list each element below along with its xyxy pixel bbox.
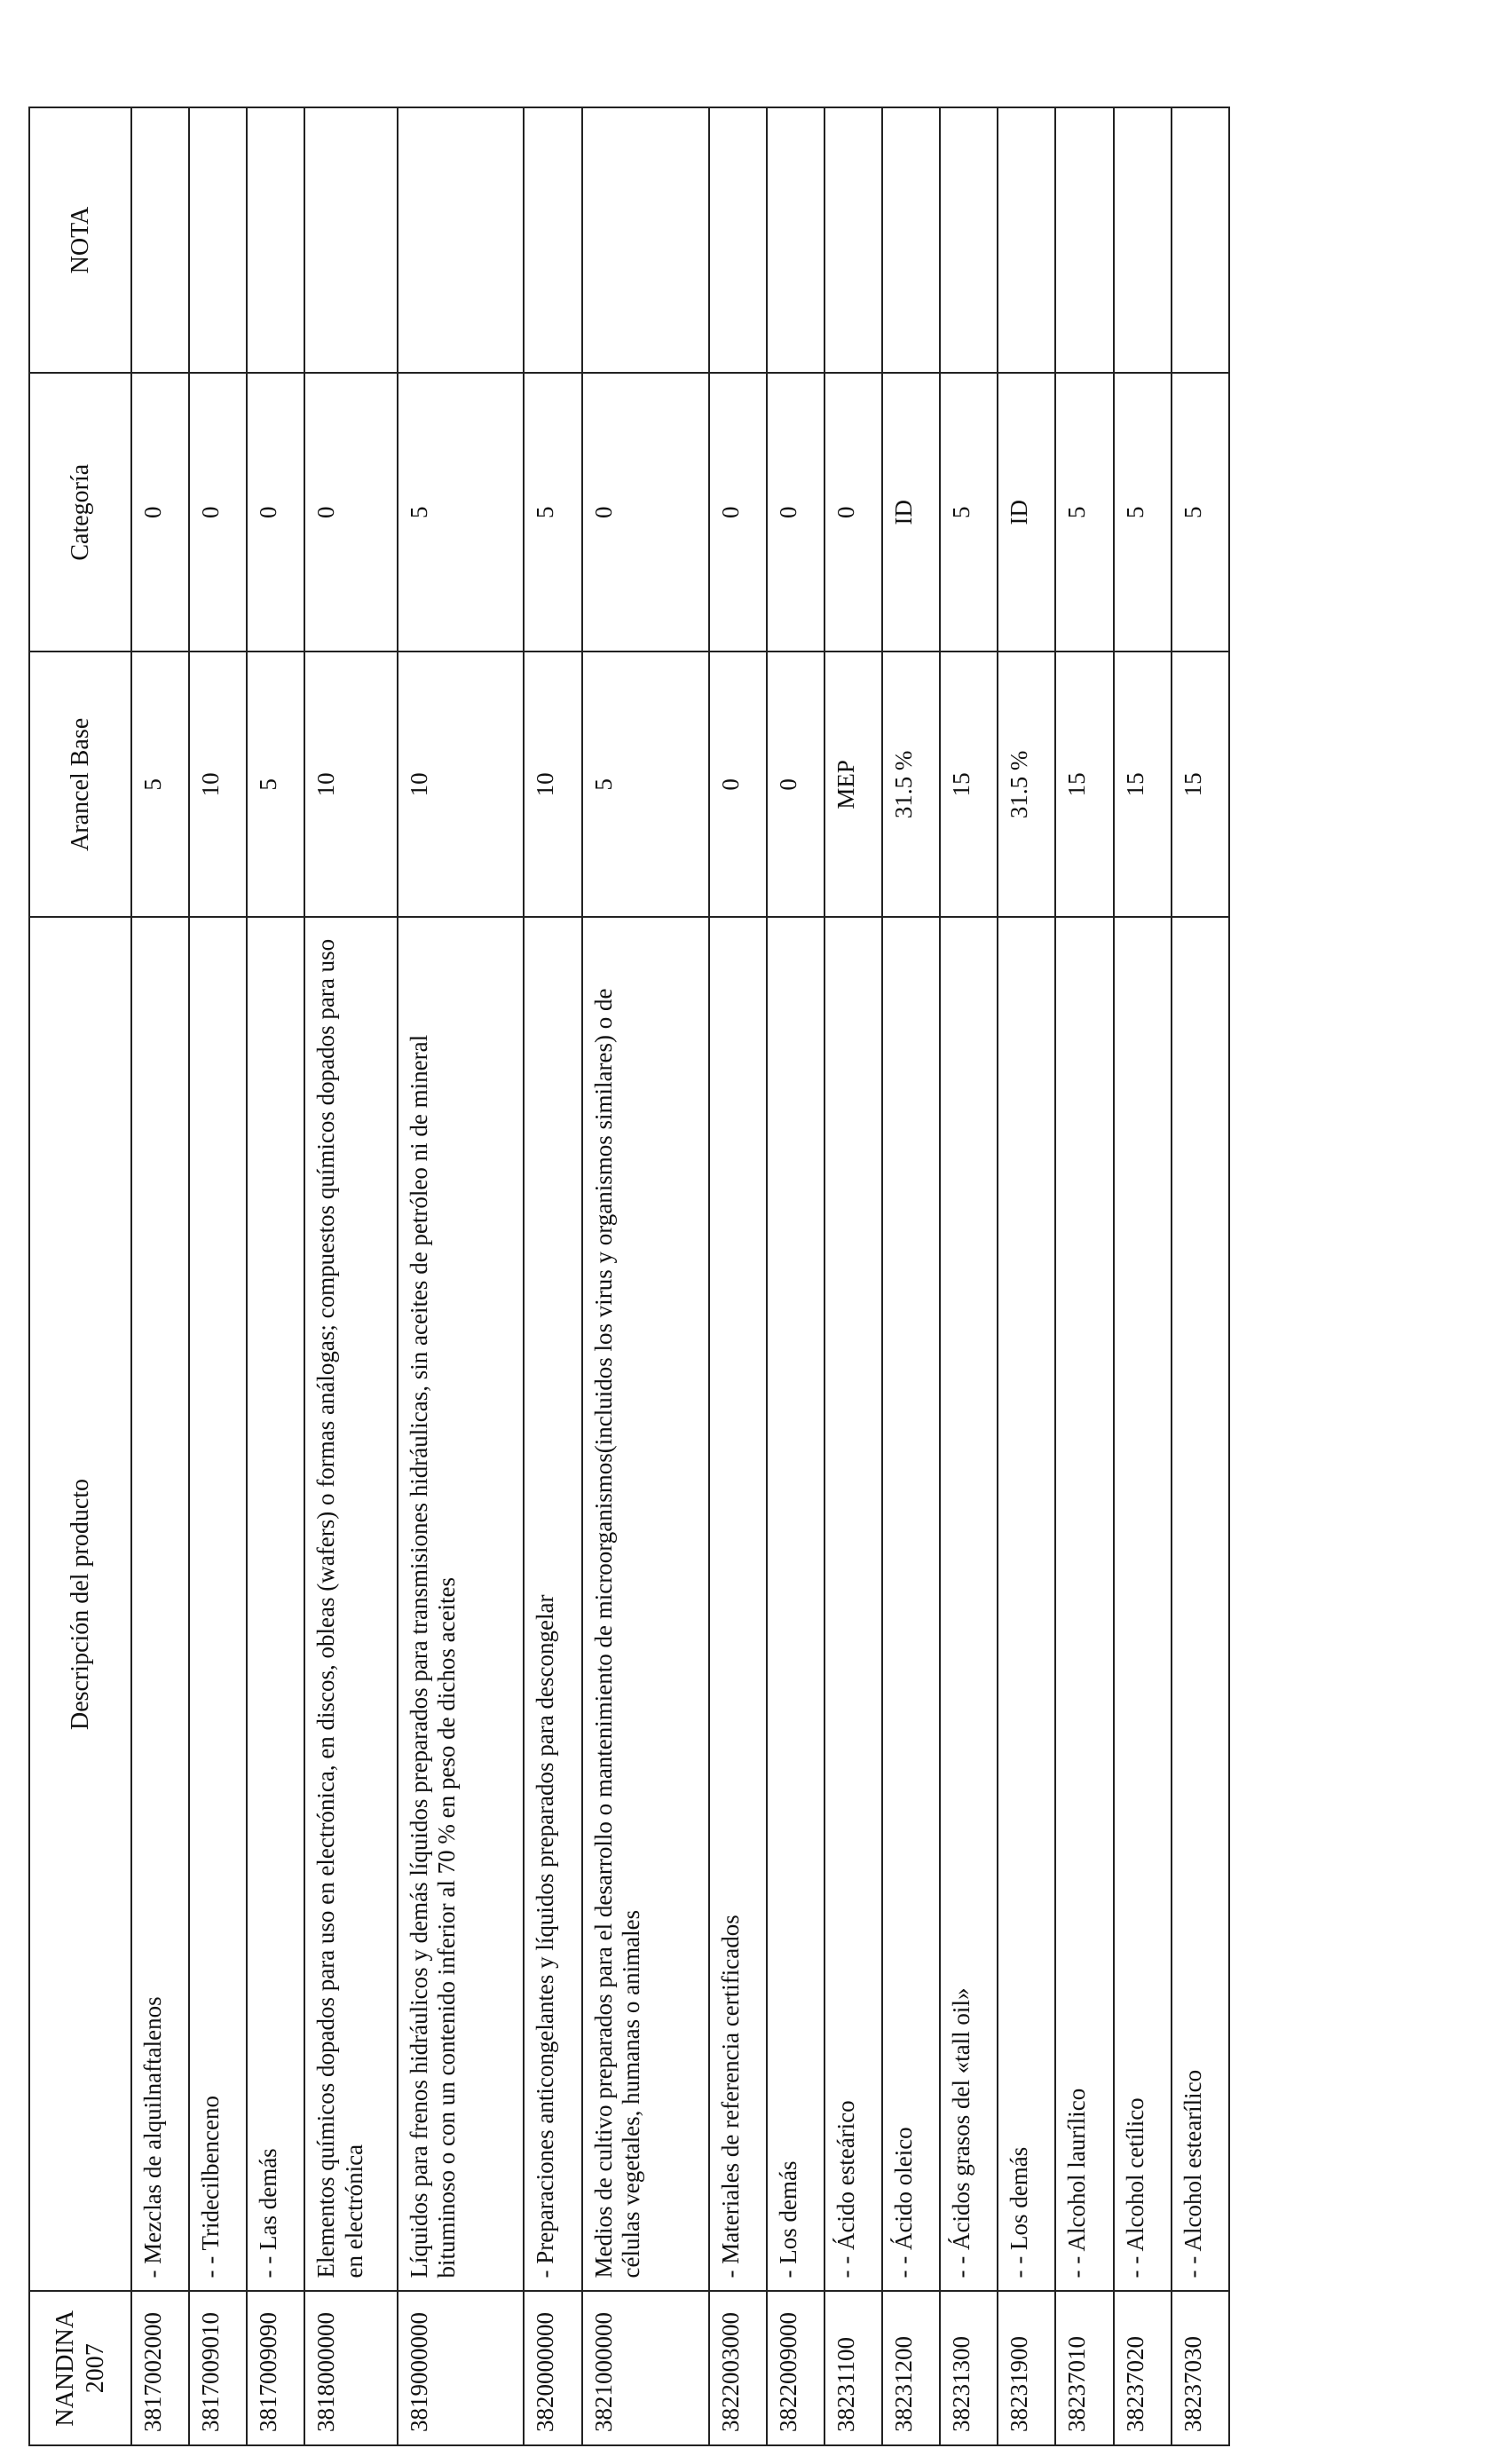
cell-note xyxy=(1114,107,1172,373)
cell-category: 0 xyxy=(304,373,397,652)
cell-code: 38231200 xyxy=(882,2292,940,2446)
cell-base-tariff: 10 xyxy=(524,652,581,917)
cell-code: 38237010 xyxy=(1055,2292,1113,2446)
table-row xyxy=(398,107,525,2445)
cell-category: 5 xyxy=(398,373,525,652)
cell-category: 0 xyxy=(131,373,189,652)
cell-note xyxy=(247,107,304,373)
cell-code: 3818000000 xyxy=(304,2292,397,2446)
cell-note xyxy=(582,107,709,373)
cell-note xyxy=(131,107,189,373)
cell-base-tariff: 10 xyxy=(304,652,397,917)
cell-code: 38231100 xyxy=(824,2292,882,2446)
cell-description: - - Alcohol laurílico xyxy=(1055,917,1113,2291)
cell-note xyxy=(524,107,581,373)
cell-note xyxy=(1055,107,1113,373)
cell-base-tariff: 31.5 % xyxy=(882,652,940,917)
cell-category: ID xyxy=(998,373,1055,652)
cell-category: 5 xyxy=(524,373,581,652)
header-category: Categoría xyxy=(29,373,131,652)
cell-note xyxy=(304,107,397,373)
cell-description: - Preparaciones anticongelantes y líquidos preparados para descongelar xyxy=(524,917,581,2291)
table-row xyxy=(247,107,304,2445)
cell-description: - - Las demás xyxy=(247,917,304,2291)
cell-base-tariff: 15 xyxy=(1114,652,1172,917)
cell-code: 3820000000 xyxy=(524,2292,581,2446)
cell-note xyxy=(882,107,940,373)
header-description: Descripción del producto xyxy=(29,917,131,2291)
cell-base-tariff: 31.5 % xyxy=(998,652,1055,917)
cell-category: 0 xyxy=(824,373,882,652)
table-row xyxy=(824,107,882,2445)
table-row xyxy=(998,107,1055,2445)
cell-note xyxy=(189,107,247,373)
cell-code: 3817009090 xyxy=(247,2292,304,2446)
cell-description: Líquidos para frenos hidráulicos y demás líquidos preparados para transmisiones hidráulicas, sin aceites de petróleo ni de mineral bituminoso o con un contenido inferior al 70 % en peso de dichos aceites xyxy=(398,917,525,2291)
cell-code: 38231900 xyxy=(998,2292,1055,2446)
cell-code: 3821000000 xyxy=(582,2292,709,2446)
cell-category: 0 xyxy=(247,373,304,652)
cell-base-tariff: 0 xyxy=(709,652,767,917)
cell-code: 38237020 xyxy=(1114,2292,1172,2446)
cell-category: 0 xyxy=(767,373,824,652)
cell-note xyxy=(940,107,998,373)
cell-code: 3822009000 xyxy=(767,2292,824,2446)
cell-description: - - Tridecilbenceno xyxy=(189,917,247,2291)
cell-category: 0 xyxy=(582,373,709,652)
table-row xyxy=(940,107,998,2445)
cell-category: 0 xyxy=(189,373,247,652)
table-row xyxy=(882,107,940,2445)
cell-category: 0 xyxy=(709,373,767,652)
cell-base-tariff: 0 xyxy=(767,652,824,917)
cell-category: 5 xyxy=(1172,373,1229,652)
cell-base-tariff: 10 xyxy=(398,652,525,917)
cell-category: 5 xyxy=(1055,373,1113,652)
cell-base-tariff: MEP xyxy=(824,652,882,917)
cell-note xyxy=(398,107,525,373)
table-row xyxy=(304,107,397,2445)
cell-note xyxy=(709,107,767,373)
header-code: NANDINA 2007 xyxy=(29,2292,131,2446)
cell-note xyxy=(998,107,1055,373)
header-base-tariff: Arancel Base xyxy=(29,652,131,917)
cell-description: - - Alcohol cetílico xyxy=(1114,917,1172,2291)
table-row xyxy=(131,107,189,2445)
cell-base-tariff: 5 xyxy=(247,652,304,917)
cell-description: - - Ácidos grasos del «tall oil» xyxy=(940,917,998,2291)
header-note: NOTA xyxy=(29,107,131,373)
table-row xyxy=(1114,107,1172,2445)
cell-description: - Los demás xyxy=(767,917,824,2291)
rotated-table-container xyxy=(28,107,1230,2446)
cell-description: Medios de cultivo preparados para el desarrollo o mantenimiento de microorganismos(incluidos los virus y organismos similares) o de células vegetales, humanas o animales xyxy=(582,917,709,2291)
cell-description: - Materiales de referencia certificados xyxy=(709,917,767,2291)
cell-note xyxy=(1172,107,1229,373)
cell-description: - - Alcohol estearílico xyxy=(1172,917,1229,2291)
cell-description: Elementos químicos dopados para uso en electrónica, en discos, obleas (wafers) o formas análogas; compuestos químicos dopados para uso en electrónica xyxy=(304,917,397,2291)
cell-category: 5 xyxy=(940,373,998,652)
cell-base-tariff: 5 xyxy=(582,652,709,917)
cell-note xyxy=(767,107,824,373)
cell-category: 5 xyxy=(1114,373,1172,652)
table-header-row xyxy=(29,107,131,2445)
cell-base-tariff: 10 xyxy=(189,652,247,917)
cell-base-tariff: 5 xyxy=(131,652,189,917)
cell-note xyxy=(824,107,882,373)
table-row xyxy=(1172,107,1229,2445)
cell-base-tariff: 15 xyxy=(940,652,998,917)
table-row xyxy=(709,107,767,2445)
cell-base-tariff: 15 xyxy=(1172,652,1229,917)
cell-code: 3817002000 xyxy=(131,2292,189,2446)
cell-code: 3817009010 xyxy=(189,2292,247,2446)
cell-code: 3819000000 xyxy=(398,2292,525,2446)
cell-category: ID xyxy=(882,373,940,652)
table-row xyxy=(189,107,247,2445)
table-row xyxy=(767,107,824,2445)
table-row xyxy=(582,107,709,2445)
cell-code: 38231300 xyxy=(940,2292,998,2446)
cell-description: - Mezclas de alquilnaftalenos xyxy=(131,917,189,2291)
cell-code: 38237030 xyxy=(1172,2292,1229,2446)
table-row xyxy=(524,107,581,2445)
cell-description: - - Los demás xyxy=(998,917,1055,2291)
tariff-table xyxy=(28,107,1230,2446)
cell-description: - - Ácido esteárico xyxy=(824,917,882,2291)
table-row xyxy=(1055,107,1113,2445)
cell-base-tariff: 15 xyxy=(1055,652,1113,917)
cell-code: 3822003000 xyxy=(709,2292,767,2446)
cell-description: - - Ácido oleico xyxy=(882,917,940,2291)
